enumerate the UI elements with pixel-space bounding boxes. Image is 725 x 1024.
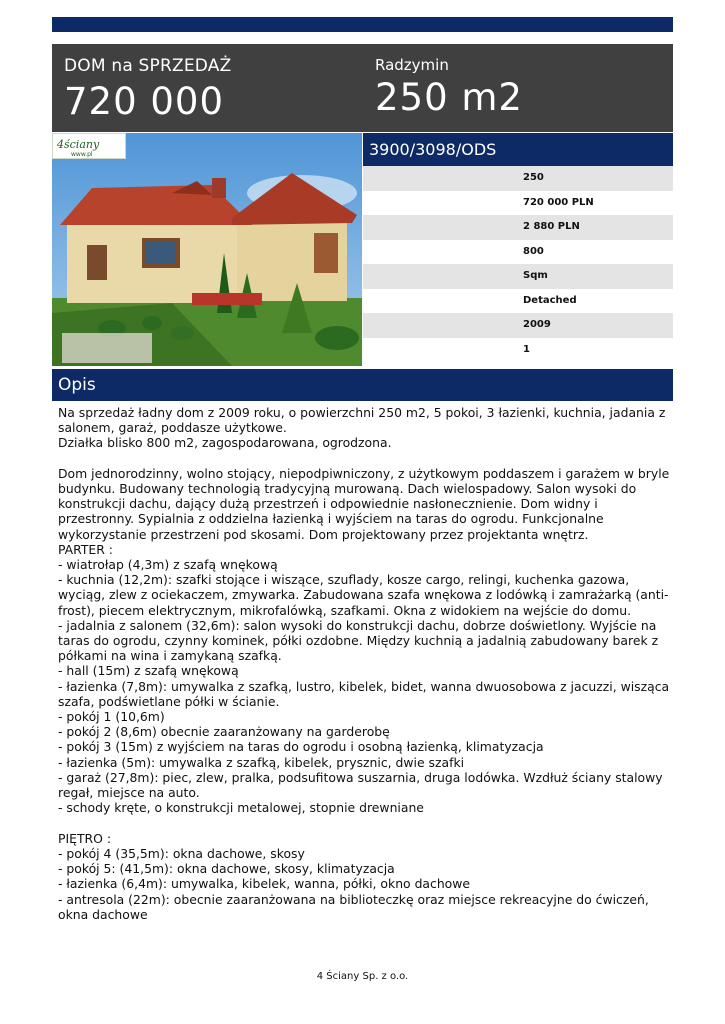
top-accent-bar (52, 17, 673, 32)
reference-number: 3900/3098/ODS (363, 133, 673, 166)
header-left (64, 56, 231, 123)
footer-company: 4 Ściany Sp. z o.o. (316, 971, 409, 982)
description-text: Na sprzedaż ładny dom z 2009 roku, o powierzchni 250 m2, 5 pokoi, 3 łazienki, kuchnia, jadania z salonem, garaż, poddasze użytkowe. Działka blisko 800 m2, zagospodarowana, ogrodzona. Dom jednorodzinny, wolno stojący, niepodpiwniczony, z użytkowym poddaszem i garażem w bryle budynku. Budowany technologią tradycyjną murowaną. Dach wielospadowy. Salon wysoki do konstrukcji dachu, dający dużą przestrzeń i odpowiednie nasłonecznienie. Dom widny i przestronny. Sypialnia z oddzielna łazienką i wyjściem na taras do ogrodu. Funkcjonalne wykorzystanie przestrzeni pod skosami. Dom projektowany przez projektanta wnętrz. PARTER : - wiatrołap (4,3m) z szafą wnękową - kuchnia (12,2m): szafki stojące i wiszące, szuflady, kosze cargo, relingi, kuchenka gazowa, wyciąg, zlew z ociekaczem, zmywarka. Zabudowana szafa wnękowa z lodówką i zamrażarką (anti-frost), piecem elektrycznym, mikrofalówką, szafkami. Okna z widokiem na wejście do domu. - jadalnia z salonem (32,6m): salon wysoki do konstrukcji dachu, dobrze doświetlony. Wyjście na taras do ogrodu, czynny kominek, półki ozdobne. Między kuchnią a jadalnią zabudowany barek z półkami na wina i zamykaną szafką. - hall (15m) z szafą wnękową - łazienka (7,8m): umywalka z szafką, lustro, kibelek, bidet, wanna dwuosobowa z jacuzzi, wisząca szafa, podświetlane półki w ścianie. - pokój 1 (10,6m) - pokój 2 (8,6m) obecnie zaaranżowany na garderobę - pokój 3 (15m) z wyjściem na taras do ogrodu i osobną łazienką, klimatyzacja - łazienka (5m): umywalka z szafką, kibelek, prysznic, dwie szafki - garaż (27,8m): piec, zlew, pralka, podsufitowa suszarnia, druga lodówka. Wzdłuż ściany stalowy regał, miejsce na auto. - schody kręte, o konstrukcji metalowej, stopnie drewniane PIĘTRO : - pokój 4 (35,5m): okna dachowe, skosy - pokój 5: (41,5m): okna dachowe, skosy, klimatyzacja - łazienka (6,4m): umywalka, kibelek, wanna, półki, okno dachowe - antresola (22m): obecnie zaaranżowana na biblioteczkę oraz miejsce rekreacyjne do ćwiczeń, okna dachowe (58, 405, 670, 922)
spec-row: Sqm (363, 264, 673, 289)
listing-location: Radzymin (375, 56, 449, 74)
spec-row: 1 (363, 338, 673, 363)
description-heading: Opis (52, 369, 673, 401)
listing-area: 250 m2 (375, 76, 523, 119)
header-right (375, 56, 523, 119)
company-logo (52, 133, 126, 159)
spec-row: 2009 (363, 313, 673, 338)
house-illustration (52, 133, 362, 366)
property-photo (52, 133, 362, 366)
logo-graphic (53, 134, 125, 158)
spec-row: 720 000 PLN (363, 191, 673, 216)
spec-row: 2 880 PLN (363, 215, 673, 240)
listing-price: 720 000 (64, 80, 225, 123)
specs-table (363, 166, 673, 362)
spec-row: 800 (363, 240, 673, 265)
spec-row: Detached (363, 289, 673, 314)
spec-row: 250 (363, 166, 673, 191)
svg-text:4ściany: 4ściany (57, 138, 100, 151)
listing-header (52, 44, 673, 132)
svg-text:www.pl: www.pl (71, 151, 93, 158)
listing-type: DOM na SPRZEDAŻ (64, 56, 232, 76)
